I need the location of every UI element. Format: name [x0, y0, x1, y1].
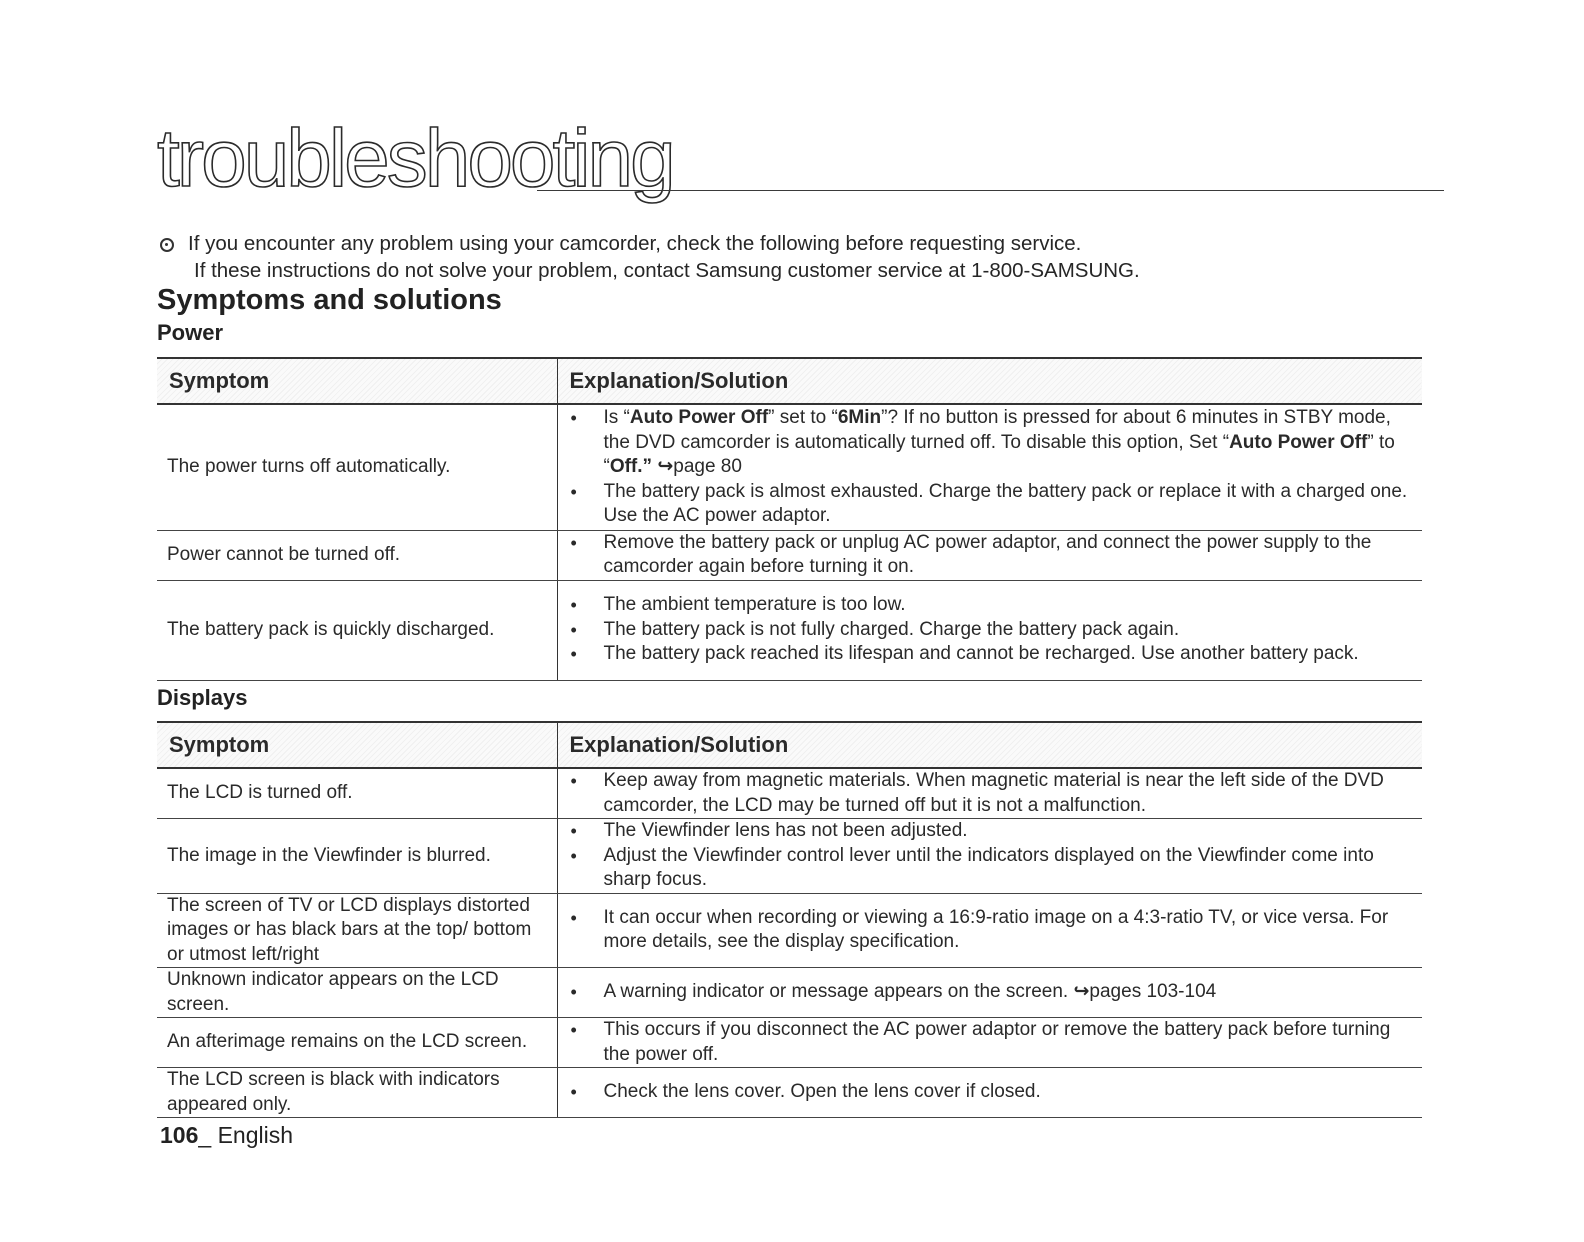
- table-row: [157, 530, 1422, 580]
- gear-icon: [160, 238, 174, 252]
- table-row: [157, 1068, 1422, 1118]
- symptom-cell: Power cannot be turned off.: [157, 530, 557, 580]
- section-title: Symptoms and solutions: [157, 284, 502, 316]
- page-arrow-icon: ” ↪: [642, 456, 674, 477]
- solution-bullet: • This occurs if you disconnect the AC power adaptor or remove the battery pack before turning the power off.: [566, 1018, 1413, 1067]
- solution-bullet: • The battery pack is not fully charged. Charge the battery pack again.: [566, 618, 1413, 643]
- solution-cell: [557, 1018, 1422, 1068]
- column-header-solution: Explanation/Solution: [557, 358, 1422, 404]
- intro-line-2: If these instructions do not solve your problem, contact Samsung customer service at 1-800-SAMSUNG.: [194, 259, 1140, 282]
- symptom-cell: An afterimage remains on the LCD screen.: [157, 1018, 557, 1068]
- solution-cell: [557, 580, 1422, 680]
- table-row: [157, 968, 1422, 1018]
- solution-bullet: • Keep away from magnetic materials. When magnetic material is near the left side of the DVD camcorder, the LCD may be turned off but it is not a malfunction.: [566, 769, 1413, 818]
- title-rule: [537, 190, 1444, 191]
- displays-table: [157, 721, 1422, 1118]
- symptom-cell: The power turns off automatically.: [157, 404, 557, 530]
- displays-heading: Displays: [157, 685, 248, 710]
- solution-cell: [557, 968, 1422, 1018]
- column-header-symptom: Symptom: [157, 722, 557, 768]
- solution-cell: [557, 893, 1422, 968]
- page-reference: page 80: [673, 456, 742, 477]
- solution-bullet: • The Viewfinder lens has not been adjusted.: [566, 819, 1413, 844]
- solution-bullet: • Is “Auto Power Off” set to “6Min”? If no button is pressed for about 6 minutes in STBY mode, the DVD camcorder is automatically turned off. To disable this option, Set “Auto Power Off” to “Off.” ↪page 80: [566, 406, 1413, 480]
- page-number: 106: [160, 1122, 199, 1148]
- table-row: [157, 768, 1422, 819]
- page-footer: [160, 1122, 293, 1149]
- solution-bullet: • A warning indicator or message appears on the screen. ↪pages 103-104: [566, 980, 1413, 1005]
- solution-cell: [557, 819, 1422, 894]
- solution-bullet: • The ambient temperature is too low.: [566, 593, 1413, 618]
- solution-cell: [557, 1068, 1422, 1118]
- table-row: [157, 404, 1422, 530]
- symptom-cell: The image in the Viewfinder is blurred.: [157, 819, 557, 894]
- table-row: [157, 893, 1422, 968]
- symptom-cell: The LCD is turned off.: [157, 768, 557, 819]
- solution-bullet: • The battery pack is almost exhausted. Charge the battery pack or replace it with a charged one. Use the AC power adaptor.: [566, 480, 1413, 529]
- symptom-cell: The LCD screen is black with indicators appeared only.: [157, 1068, 557, 1118]
- page-title-block: [157, 113, 1444, 204]
- footer-separator: _: [198, 1122, 218, 1148]
- solution-bullet: • It can occur when recording or viewing a 16:9-ratio image on a 4:3-ratio TV, or vice versa. For more details, see the display specification.: [566, 906, 1413, 955]
- column-header-symptom: Symptom: [157, 358, 557, 404]
- solution-cell: [557, 404, 1422, 530]
- footer-language: English: [217, 1122, 293, 1148]
- intro-note: [160, 230, 1140, 284]
- table-row: [157, 1018, 1422, 1068]
- solution-bullet: • Remove the battery pack or unplug AC power adaptor, and connect the power supply to the camcorder again before turning it on.: [566, 531, 1413, 580]
- power-heading: Power: [157, 320, 224, 345]
- power-table: [157, 357, 1422, 681]
- page-reference: pages 103-104: [1089, 981, 1217, 1003]
- solution-bullet: • The battery pack reached its lifespan and cannot be recharged. Use another battery pack.: [566, 642, 1413, 667]
- column-header-solution: Explanation/Solution: [557, 722, 1422, 768]
- page-arrow-icon: ↪: [1073, 981, 1090, 1003]
- symptom-cell: The battery pack is quickly discharged.: [157, 580, 557, 680]
- solution-cell: [557, 530, 1422, 580]
- symptom-cell: The screen of TV or LCD displays distorted images or has black bars at the top/ bottom or utmost left/right: [157, 893, 557, 968]
- symptom-cell: Unknown indicator appears on the LCD screen.: [157, 968, 557, 1018]
- table-row: [157, 819, 1422, 894]
- table-header-row: [157, 358, 1422, 404]
- solution-bullet: • Check the lens cover. Open the lens cover if closed.: [566, 1080, 1413, 1105]
- solution-bullet: • Adjust the Viewfinder control lever until the indicators displayed on the Viewfinder come into sharp focus.: [566, 844, 1413, 893]
- intro-line-1: If you encounter any problem using your camcorder, check the following before requesting service.: [160, 230, 1140, 257]
- solution-cell: [557, 768, 1422, 819]
- page-title: troubleshooting: [157, 113, 673, 204]
- table-row: [157, 580, 1422, 680]
- table-header-row: [157, 722, 1422, 768]
